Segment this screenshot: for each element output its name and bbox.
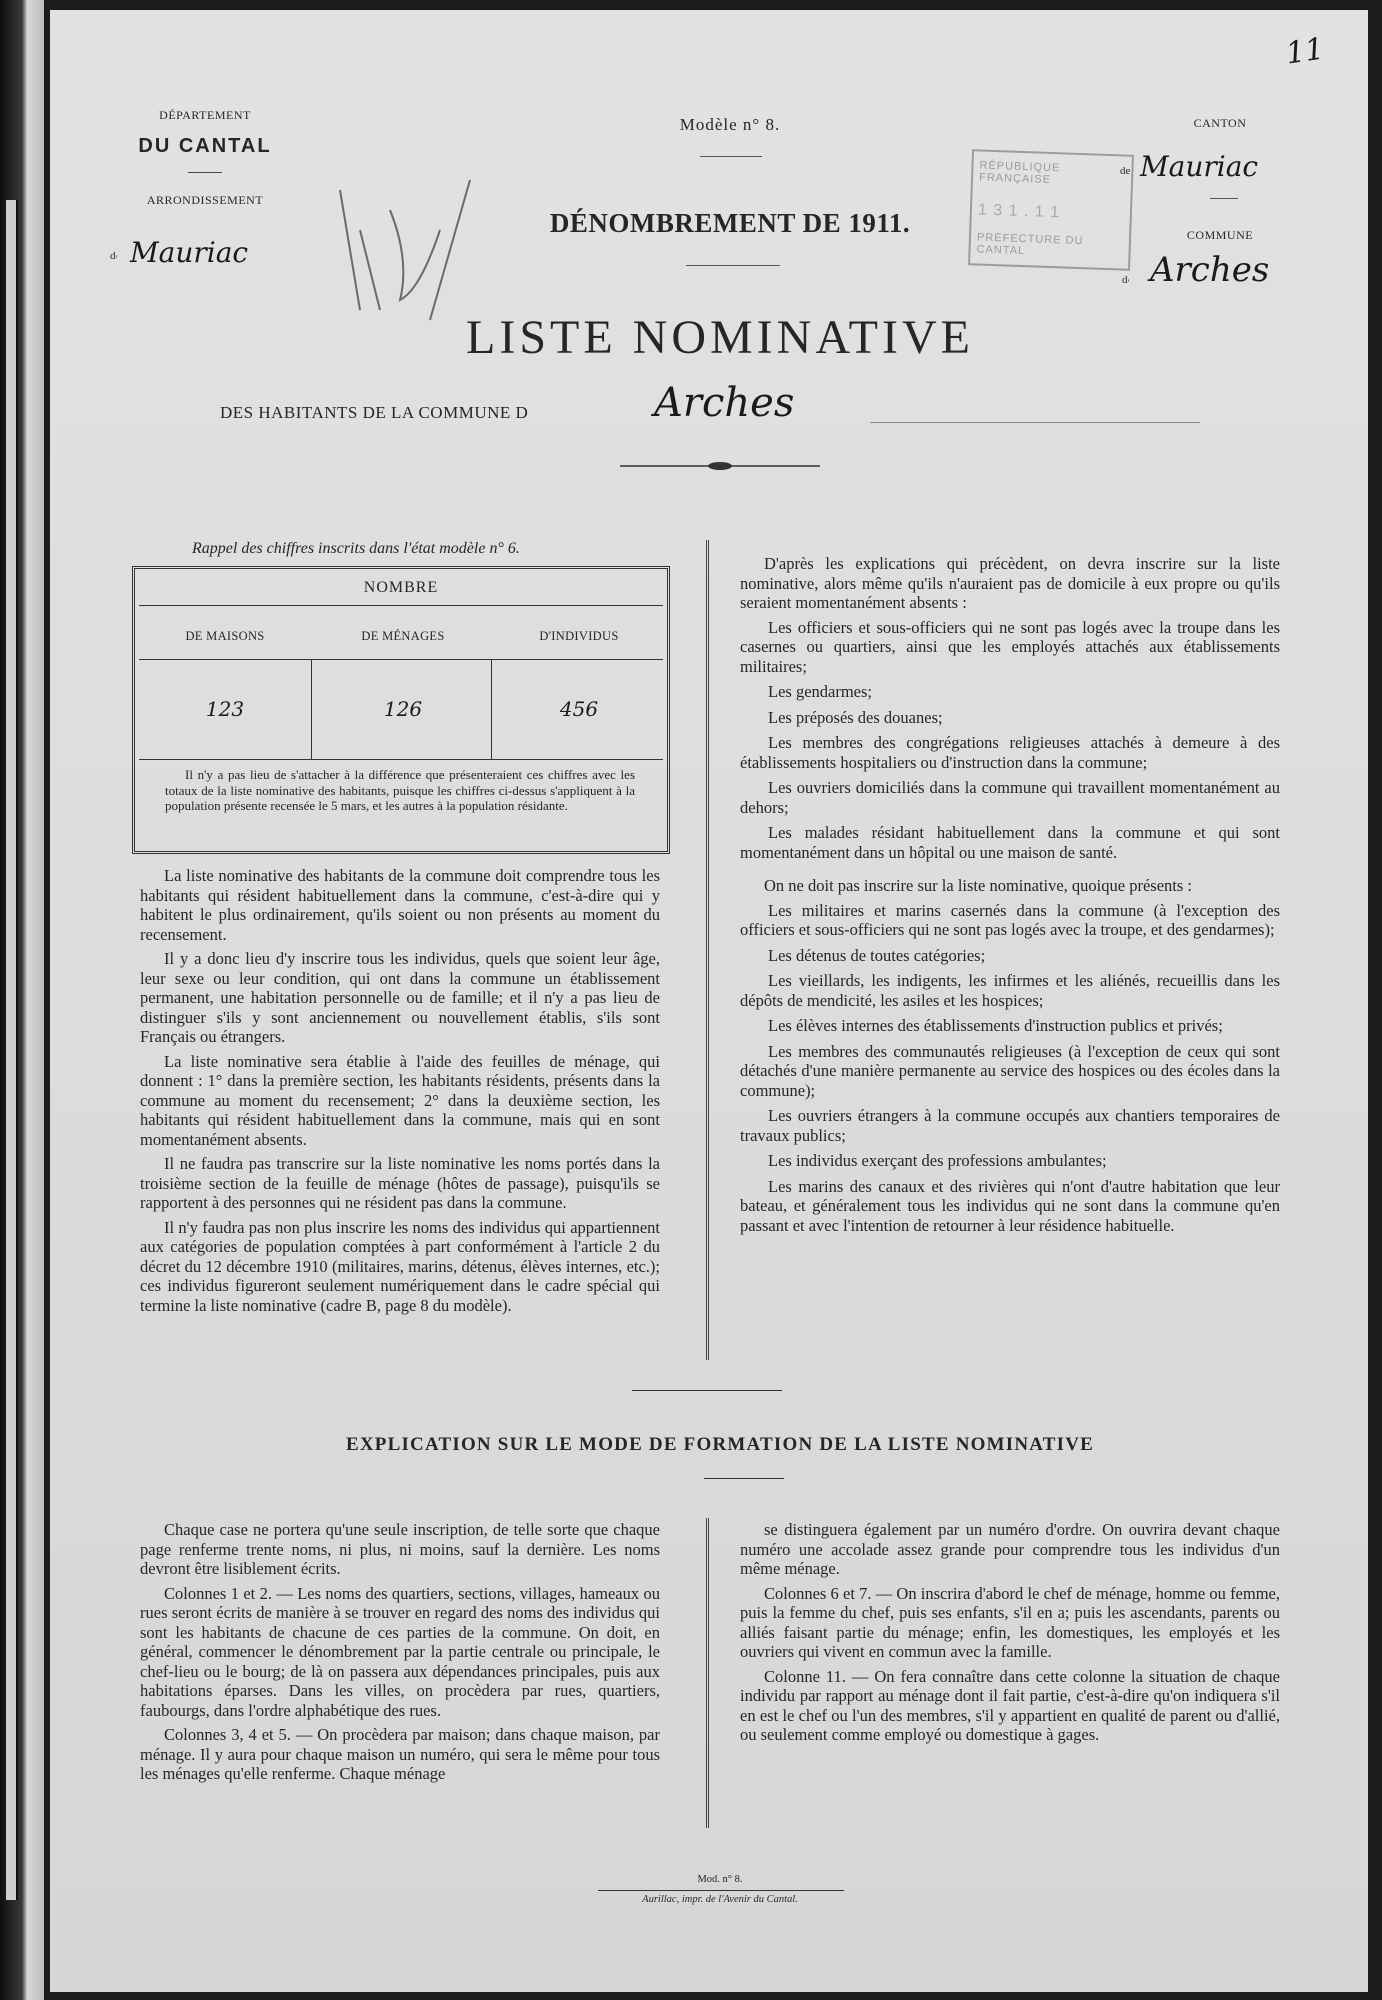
explication-paragraph: se distinguera également par un numéro d'ordre. On ouvrira devant chaque numéro une accolade assez grande pour comprendre tous les individus d'un même ménage. <box>740 1520 1280 1578</box>
explication-paragraph: Colonnes 1 et 2. — Les noms des quartiers, sections, villages, hameaux ou rues seront écrits de manière à se trouver en regard des noms des individus qui sont les habitants de chacune de ces parties de la commune. On doit, en général, commencer le dénombrement par la partie centrale ou principale, le chef-lieu ou le bourg; de là on passera aux dépendances principales, puis aux habitations éparses. Dans les villes, on procèdera par rues, quartiers, faubourgs, dans l'ordre alphabétique des rues. <box>140 1583 660 1720</box>
instruction-paragraph: Il n'y faudra pas non plus inscrire les noms des individus qui appartiennent aux catégories de population comptées à part conformément à l'article 2 du décret du 12 décembre 1910 (militaires, marins, détenus, élèves internes, etc.); ces individus figureront seulement numériquement dans le cadre spécial qui termine la liste nominative (cadre B, page 8 du modèle). <box>140 1217 660 1315</box>
column-divider <box>706 540 709 1360</box>
right-intro: D'après les explications qui précèdent, on devra inscrire sur la liste nominative, alors même qu'ils n'auraient pas de domicile à eux propre ou qu'ils seraient momentanément absents : <box>740 554 1280 612</box>
folio-number: 11 <box>1283 31 1327 72</box>
instruction-paragraph: Il y a donc lieu d'y inscrire tous les individus, quels que soient leur âge, leur sexe ou leur condition, qui ont dans la commune un établissement permanent, une habitation personnelle ou de famille; et il n'y a pas lieu de distinguer s'ils y sont anciennement ou nouvellement établis, s'ils sont Français ou étrangers. <box>140 949 660 1046</box>
val-menages: 126 <box>383 697 423 721</box>
exclude-item: Les vieillards, les indigents, les infirmes et les aliénés, recueillis dans les dépôts de mendicité, les asiles et les hospices; <box>740 971 1280 1010</box>
modele-label: Modèle n° 8. <box>679 115 781 134</box>
exclude-item: Les membres des communautés religieuses (à l'exception de ceux qui sont détachés d'une manière permanente au service des hospices ou des écoles dans la commune); <box>740 1041 1280 1100</box>
exclude-item: Les individus exerçant des professions ambulantes; <box>768 1151 1107 1170</box>
denombrement-title: DÉNOMBREMENT DE 1911. <box>549 208 911 238</box>
liste-nominative-title: LISTE NOMINATIVE <box>466 311 974 364</box>
col-menages-header: DE MÉNAGES <box>361 629 445 643</box>
prefecture-stamp: RÉPUBLIQUE FRANÇAISE 1 3 1 . 1 1 PRÉFECTURE DU CANTAL <box>968 149 1134 271</box>
include-list <box>740 618 1280 863</box>
arrondissement-value: Mauriac <box>130 236 249 269</box>
footer-mod: Mod. n° 8. <box>697 1874 743 1885</box>
include-item: Les malades résidant habituellement dans la commune et qui sont momentanément dans un hôpital ou une maison de santé. <box>740 823 1280 862</box>
commune-subtitle: DES HABITANTS DE LA COMMUNE D <box>220 403 529 422</box>
instruction-paragraph: La liste nominative sera établie à l'aide des feuilles de ménage, qui donnent : 1° dans la première section, les habitants résidents, présents dans la commune au moment du recensement; 2° dans la deuxième section, les habitants qui résident habituellement dans la commune, mais qui en sont momentanément absents. <box>140 1051 660 1149</box>
rappel-note: Il n'y a pas lieu de s'attacher à la différence que présenteraient ces chiffres avec les totaux de la liste nominative des habitants, puisque les chiffres ci-dessus s'appliquent à la population présente recensée le 5 mars, et les autres à la population résidante. <box>165 767 635 813</box>
explication-paragraph: Colonne 11. — On fera connaître dans cette colonne la situation de chaque individu par rapport au ménage dont il fait partie, c'est-à-dire qu'on indiquera s'il en est le chef ou l'un des membres, s'il y appartient en qualité de parent ou d'allié, ou seulement comme employé ou domestique à gages. <box>740 1666 1280 1744</box>
val-individus: 456 <box>559 697 599 721</box>
explication-divider <box>706 1518 709 1828</box>
rappel-caption: Rappel des chiffres inscrits dans l'état modèle n° 6. <box>192 540 520 557</box>
explication-title: EXPLICATION SUR LE MODE DE FORMATION DE LA LISTE NOMINATIVE <box>345 1434 1095 1455</box>
commune-hand-name: Arches <box>654 380 795 426</box>
exclude-item: Les ouvriers étrangers à la commune occupés aux chantiers temporaires de travaux publics; <box>740 1106 1280 1145</box>
pencil-scribble <box>320 170 540 330</box>
instruction-paragraph: Il ne faudra pas transcrire sur la liste nominative les noms portés dans la troisième section de la feuille de ménage (hôtes de passage), puisqu'ils se rapportent à des personnes qui ne résident pas dans la commune. <box>140 1154 660 1212</box>
right-instructions <box>740 554 1280 1241</box>
ornament-divider <box>620 460 820 472</box>
col-individus-header: D'INDIVIDUS <box>539 629 619 643</box>
include-item: Les officiers et sous-officiers qui ne sont pas logés avec la troupe dans les casernes ou quartiers, ainsi que les employés attachés aux établissements militaires; <box>740 617 1280 676</box>
exclude-list <box>740 901 1280 1236</box>
departement-value: DU CANTAL <box>138 135 272 157</box>
book-binding-edge <box>0 0 44 2000</box>
instruction-paragraph: La liste nominative des habitants de la commune doit comprendre tous les habitants qui résident habituellement dans la commune, c'est-à-dire qui y habitent le plus ordinairement, qu'ils soient ou non présents au moment du recensement. <box>140 866 660 944</box>
val-maisons: 123 <box>205 697 245 721</box>
explication-paragraph: Colonnes 3, 4 et 5. — On procèdera par maison; dans chaque maison, par ménage. Il y aura pour chaque maison un numéro, qui sera le même pour tous les ménages qu'elle renferme. Chaque ménage <box>140 1725 660 1783</box>
canton-label: CANTON <box>1193 116 1247 130</box>
include-item: Les membres des congrégations religieuses attachés à demeure à des établissements hospitaliers ou d'instruction dans la commune; <box>740 733 1280 772</box>
col-maisons-header: DE MAISONS <box>185 629 265 643</box>
footer-printer: Aurillac, impr. de l'Avenir du Cantal. <box>642 1894 798 1905</box>
rappel-table <box>132 566 670 854</box>
left-instructions <box>140 866 660 1320</box>
explication-right <box>740 1520 1280 1750</box>
census-page: 11 DÉPARTEMENT DU CANTAL ARRONDISSEMENT $d'$ Mauriac Modèle n° 8. DÉNOMBREMENT DE 1911. RÉPUBLIQUE FRANÇAISE 1 3 1 . 1 1 PRÉFECTURE DU CANTAL CANTON de Mauriac COMMUNE $d'$ Arches LISTE NOMINATIVE DES HABITANTS DE LA COMMUNE D Arches Rappel des chiffres inscrits dans l'état modèle n° 6. NOMBRE DE MAISONS DE MÉNAGES D'INDIVIDUS 123 126 456 Il n'y a pas lieu de s'attacher à la différence que présenteraient ces chiffres avec les totaux de la liste nominative des habitants, puisque les chiffres ci-dessus s'appliquent à la population présente recensée le 5 mars, et les autres à la population résidante. La liste nominative des habitants de la commune doit comprendre tous les habitants qui résident habituellement dans la commune, c'est-à-dire qui y habitent le plus ordinairement, qu'ils soient ou non présents au moment du recensement. Il y a donc lieu d'y inscrire tous les individus, quels que soient leur âge, leur sexe ou leur condition, qui ont dans la commune un établissement permanent, une habitation personnelle ou de famille; et il n'y a pas lieu de distinguer s'ils y sont anciennement ou nouvellement établis, s'ils sont Français ou étrangers. La liste nominative sera établie à l'aide des feuilles de ménage, qui donnent : 1° dans la première section, les habitants résidents, présents dans la commune au moment du recensement; 2° dans la deuxième section, les habitants qui résident habituellement dans la commune, mais qui en sont momentanément absents. Il ne faudra pas transcrire sur la liste nominative les noms portés dans la troisième section de la feuille de ménage (hôtes de passage), puisqu'ils se rapportent à des personnes qui ne résident pas dans la commune. Il n'y faudra pas non plus inscrire les noms des individus qui appartiennent aux catégories de population comptées à part conformément à l'article 2 du décret du 12 décembre 1910 (militaires, marins, détenus, élèves internes, etc.); ces individus figureront seulement numériquement dans le cadre spécial qui termine la liste nominative (cadre B, page 8 du modèle). D'après les explications qui précèdent, on devra inscrire sur la liste nominative, alors même qu'ils n'auraient pas de domicile à eux propre ou qu'ils seraient momentanément absents : Les officiers et sous-officiers qui ne sont pas logés avec la troupe dans les casernes ou quartiers, ainsi que les employés attachés aux établissements militaires; Les gendarmes; Les préposés des douanes; Les membres des congrégations religieuses attachés à demeure à des établissements hospitaliers ou d'instruction dans la commune; Les ouvriers domiciliés dans la commune qui travaillent momentanément au dehors; Les malades résidant habituellement dans la commune et qui sont momentanément dans un hôpital ou une maison de santé. On ne doit pas inscrire sur la liste nominative, quoique présents : Les militaires et marins casernés dans la commune (à l'exception des officiers et sous-officiers qui ne sont pas logés avec la troupe, et des gendarmes); Les détenus de toutes catégories; Les vieillards, les indigents, les infirmes et les aliénés, recueillis dans les dépôts de mendicité, les asiles et les hospices; Les élèves internes des établissements d'instruction publics et privés; Les membres des communautés religieuses (à l'exception de ceux qui sont détachés d'une manière permanente au service des hospices ou des écoles dans la commune); Les ouvriers étrangers à la commune occupés aux chantiers temporaires de travaux publics; Les individus exerçant des professions ambulantes; Les marins des canaux et des rivières qui n'ont d'autre habitation que leur bateau, et généralement tous les individus qui ne sont dans la commune qu'en passant et avec l'intention de retourner à leur résidence habituelle. EXPLICATION SUR LE MODE DE FORMATION DE LA LISTE NOMINATIVE Chaque case ne portera qu'une seule inscription, de telle sorte que chaque page renferme trente noms, ni plus, ni moins, sauf la dernière. Les noms devront être lisiblement écrits. Colonnes 1 et 2. — Les noms des quartiers, sections, villages, hameaux ou rues seront écrits de manière à se trouver en regard des noms des individus qui sont les habitants de chacune de ces parties de la commune. On doit, en général, commencer le dénombrement par la partie centrale ou principale, le chef-lieu ou le bourg; de là on passera aux dépendances principales, puis aux habitations éparses. Dans les villes, on procèdera par rues, quartiers, faubourgs, dans l'ordre alphabétique des rues. Colonnes 3, 4 et 5. — On procèdera par maison; dans chaque maison, par ménage. Il y aura pour chaque maison un numéro, qui sera le même pour tous les ménages qu'elle renferme. Chaque ménage se distinguera également par un numéro d'ordre. On ouvrira devant chaque numéro une accolade assez grande pour comprendre tous les individus d'un même ménage. Colonnes 6 et 7. — On inscrira d'abord le chef de ménage, homme ou femme, puis la femme du chef, puis ses enfants, s'il en a; puis les ascendants, parents ou alliés faisant partie du ménage; enfin, les domestiques, les employés et les ouvriers qui vivent en commun avec la famille. Colonne 11. — On fera connaître dans cette colonne la situation de chaque individu par rapport au ménage dont il fait partie, c'est-à-dire qu'on indiquera s'il en est le chef ou l'un des membres, s'il y appartient en qualité de parent ou d'allié, ou seulement comme employé ou domestique à gages. Mod. n° 8. Aurillac, impr. de l'Avenir du Cantal. <box>50 10 1368 1992</box>
nombre-header: NOMBRE <box>363 579 439 596</box>
exclude-item: Les détenus de toutes catégories; <box>768 945 986 965</box>
commune-value: Arches <box>1150 250 1270 290</box>
include-item: Les gendarmes; <box>768 682 873 701</box>
explication-left <box>140 1520 660 1789</box>
arrondissement-label: ARRONDISSEMENT <box>146 193 264 207</box>
departement-label: DÉPARTEMENT <box>159 108 251 122</box>
canton-value: Mauriac <box>1140 150 1259 183</box>
explication-paragraph: Chaque case ne portera qu'une seule inscription, de telle sorte que chaque page renferme trente noms, ni plus, ni moins, sauf la dernière. Les noms devront être lisiblement écrits. <box>140 1520 660 1578</box>
exclude-item: Les élèves internes des établissements d'instruction publics et privés; <box>768 1016 1223 1035</box>
exclude-item: Les marins des canaux et des rivières qui n'ont d'autre habitation que leur bateau, et généralement tous les individus qui ne sont dans la commune qu'en passant et avec l'intention de retourner à leur résidence habituelle. <box>740 1176 1280 1235</box>
include-item: Les préposés des douanes; <box>768 707 943 727</box>
exclude-item: Les militaires et marins casernés dans la commune (à l'exception des officiers et sous-officiers qui ne sont pas logés avec la troupe, et des gendarmes); <box>740 900 1280 939</box>
include-item: Les ouvriers domiciliés dans la commune qui travaillent momentanément au dehors; <box>740 778 1280 817</box>
commune-label: COMMUNE <box>1186 228 1254 242</box>
explication-paragraph: Colonnes 6 et 7. — On inscrira d'abord le chef de ménage, homme ou femme, puis la femme du chef, puis ses enfants, s'il en a; puis les ascendants, parents ou alliés faisant partie du ménage; enfin, les domestiques, les employés et les ouvriers qui vivent en commun avec la famille. <box>740 1583 1280 1661</box>
exclude-intro: On ne doit pas inscrire sur la liste nominative, quoique présents : <box>764 876 1192 895</box>
